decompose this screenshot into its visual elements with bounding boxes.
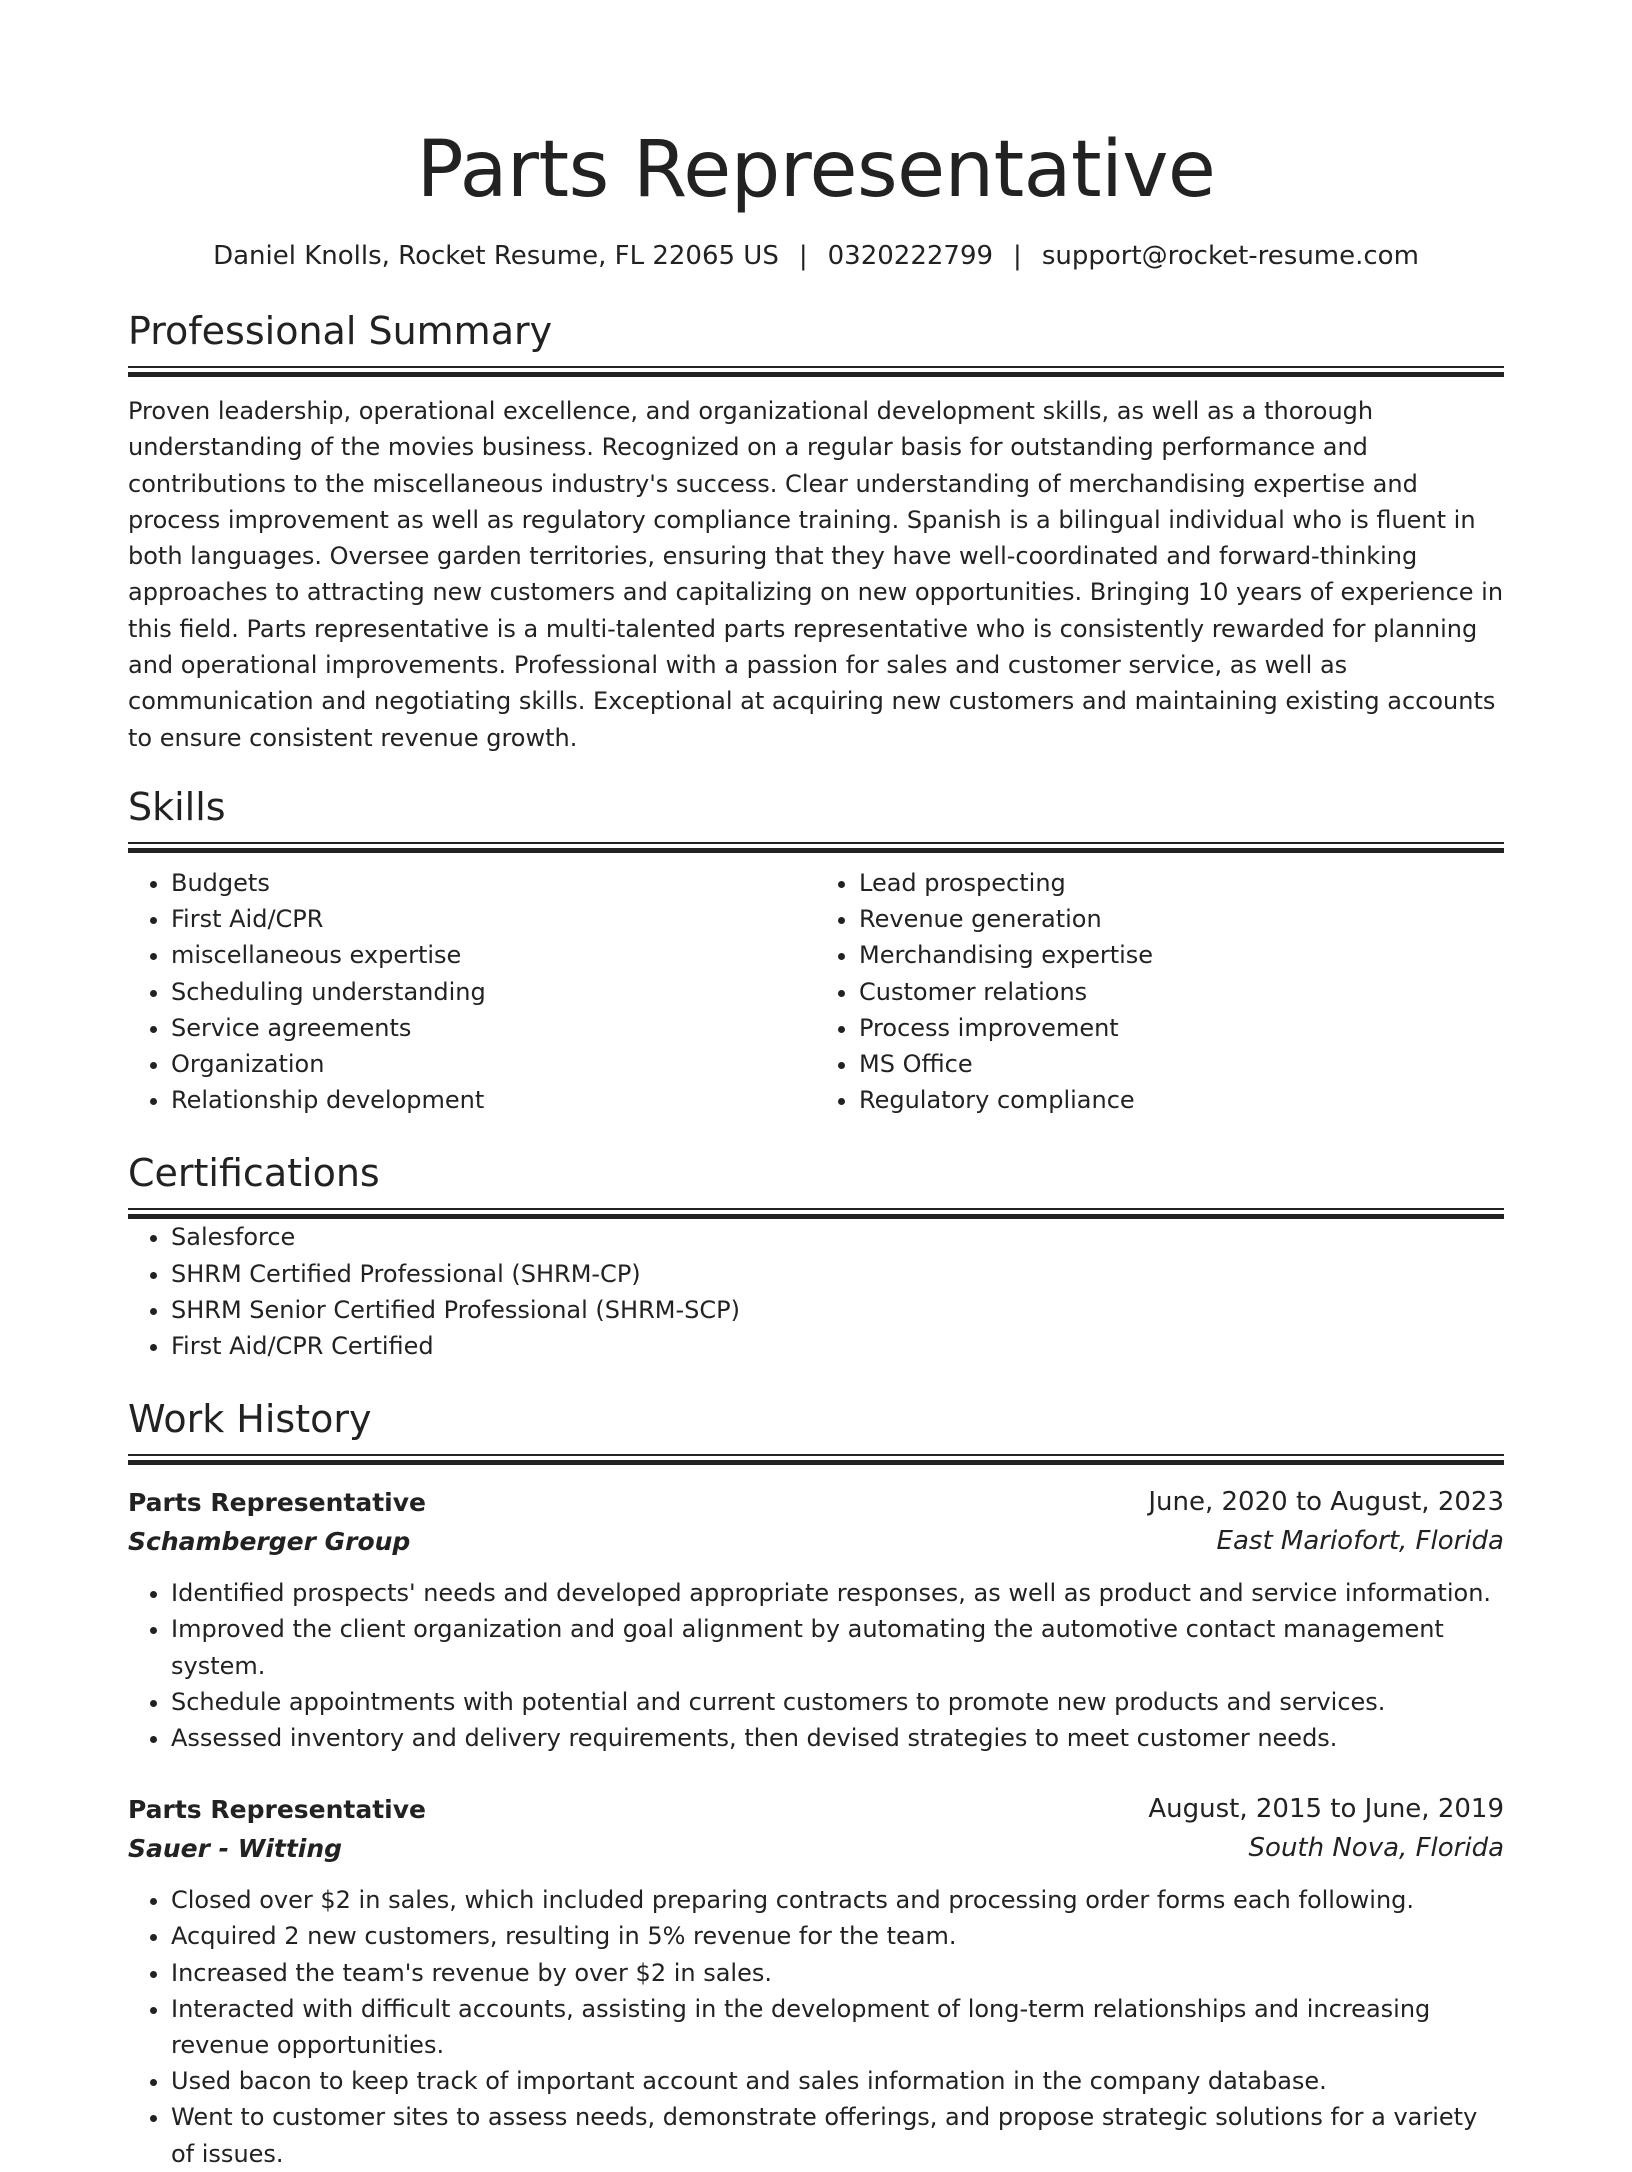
certifications-section xyxy=(128,1148,1504,1364)
skill-item: • MS Office xyxy=(859,1046,1504,1082)
contact-phone: 0320222799 xyxy=(827,241,994,271)
skill-item: • Budgets xyxy=(171,865,816,901)
job-header xyxy=(128,1483,1504,1522)
job-location: East Mariofort, Florida xyxy=(1216,1526,1504,1557)
section-divider xyxy=(128,1454,1504,1465)
resume-title: Parts Representative xyxy=(416,125,1216,215)
skill-item: • miscellaneous expertise xyxy=(171,937,816,973)
job-subheader xyxy=(128,1829,1504,1868)
contact-line xyxy=(128,238,1504,274)
job-title: Parts Representative xyxy=(128,1488,426,1518)
skill-item: • Lead prospecting xyxy=(859,865,1504,901)
skill-item: • Relationship development xyxy=(171,1082,816,1118)
job-header xyxy=(128,1790,1504,1829)
job-dates: August, 2015 to June, 2019 xyxy=(1148,1794,1504,1825)
certification-item: • SHRM Certified Professional (SHRM-CP) xyxy=(171,1256,1504,1292)
section-title-skills: Skills xyxy=(128,784,226,829)
section-divider xyxy=(128,366,1504,377)
skill-item: • Revenue generation xyxy=(859,901,1504,937)
job-entry xyxy=(128,1483,1504,1756)
job-bullet: • Interacted with difficult accounts, assisting in the development of long-term relationships and increasing revenue opportunities. xyxy=(171,1991,1504,2063)
skill-item: • Regulatory compliance xyxy=(859,1082,1504,1118)
summary-text: Proven leadership, operational excellence, and organizational development skills, as well as a thorough understanding of the movies business. Recognized on a regular basis for outstanding performance and contributions to the miscellaneous industry's success. Clear understanding of merchandising expertise and process improvement as well as regulatory compliance training. Spanish is a bilingual individual who is fluent in both languages. Oversee garden territories, ensuring that they have well-coordinated and forward-thinking approaches to attracting new customers and capitalizing on new opportunities. Bringing 10 years of experience in this field. Parts representative is a multi-talented parts representative who is consistently rewarded for planning and operational improvements. Professional with a passion for sales and customer service, as well as communication and negotiating skills. Exceptional at acquiring new customers and maintaining existing accounts to ensure consistent revenue growth. xyxy=(128,397,1504,752)
section-divider xyxy=(128,1208,1504,1219)
skill-item: • Organization xyxy=(171,1046,816,1082)
job-company: Schamberger Group xyxy=(128,1527,411,1557)
contact-email: support@rocket-resume.com xyxy=(1041,241,1419,271)
certification-item: • First Aid/CPR Certified xyxy=(171,1328,1504,1364)
skill-item: • Customer relations xyxy=(859,974,1504,1010)
job-title: Parts Representative xyxy=(128,1795,426,1825)
job-bullet: • Increased the team's revenue by over $2 in sales. xyxy=(171,1955,1504,1991)
certification-item: • Salesforce xyxy=(171,1219,1504,1255)
job-bullets xyxy=(128,1575,1504,1756)
skills-list-right xyxy=(816,865,1504,1118)
job-bullet: • Used bacon to keep track of important account and sales information in the company database. xyxy=(171,2063,1504,2099)
contact-separator: | xyxy=(798,241,808,271)
skill-item: • Process improvement xyxy=(859,1010,1504,1046)
job-bullet: • Improved the client organization and goal alignment by automating the automotive contact management system. xyxy=(171,1611,1504,1683)
skill-item: • Service agreements xyxy=(171,1010,816,1046)
section-title-summary: Professional Summary xyxy=(128,309,553,353)
work-history-section xyxy=(128,1394,1504,2172)
skills-columns xyxy=(128,865,1504,1118)
skill-item: • First Aid/CPR xyxy=(171,901,816,937)
job-subheader xyxy=(128,1522,1504,1561)
job-bullet: • Acquired 2 new customers, resulting in 5% revenue for the team. xyxy=(171,1918,1504,1954)
skill-item: • Scheduling understanding xyxy=(171,974,816,1010)
job-dates: June, 2020 to August, 2023 xyxy=(1148,1487,1504,1518)
skills-list-left xyxy=(128,865,816,1118)
job-bullet: • Assessed inventory and delivery requirements, then devised strategies to meet customer needs. xyxy=(171,1720,1504,1756)
job-bullets xyxy=(128,1882,1504,2172)
job-bullet: • Closed over $2 in sales, which included preparing contracts and processing order forms each following. xyxy=(171,1882,1504,1918)
section-title-work-history: Work History xyxy=(128,1397,372,1442)
skills-section xyxy=(128,782,1504,1118)
job-entry xyxy=(128,1790,1504,2172)
certifications-list xyxy=(128,1219,1504,1364)
section-title-certifications: Certifications xyxy=(128,1151,380,1196)
contact-separator: | xyxy=(1013,241,1022,271)
job-bullet: • Schedule appointments with potential and current customers to promote new products and services. xyxy=(171,1684,1504,1720)
job-company: Sauer - Witting xyxy=(128,1834,343,1864)
resume-page xyxy=(128,0,1504,2172)
job-location: South Nova, Florida xyxy=(1248,1833,1504,1864)
summary-section xyxy=(128,306,1504,756)
job-bullet: • Went to customer sites to assess needs, demonstrate offerings, and propose strategic solutions for a variety of issues. xyxy=(171,2099,1504,2171)
job-bullet: • Identified prospects' needs and developed appropriate responses, as well as product and service information. xyxy=(171,1575,1504,1611)
section-divider xyxy=(128,842,1504,853)
certification-item: • SHRM Senior Certified Professional (SHRM-SCP) xyxy=(171,1292,1504,1328)
contact-address: Daniel Knolls, Rocket Resume, FL 22065 US xyxy=(213,241,779,271)
skill-item: • Merchandising expertise xyxy=(859,937,1504,973)
